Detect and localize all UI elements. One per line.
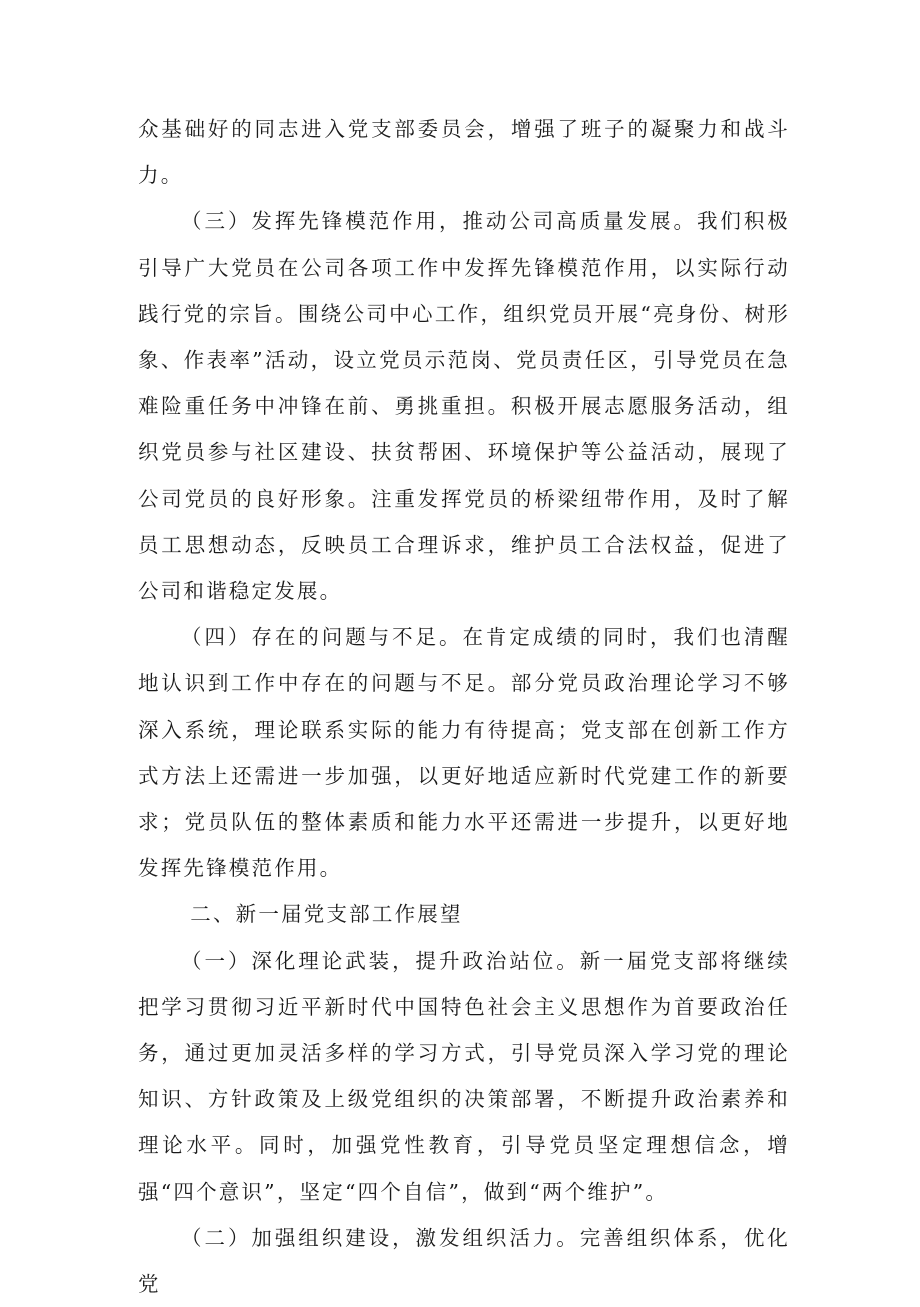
paragraph-outlook-one: （一）深化理论武装，提升政治站位。新一届党支部将继续把学习贯彻习近平新时代中国特色社会主义思想作为首要政治任务，通过更加灵活多样的学习方式，引导党员深入学习党的理论知识、方针政策及上级党组织的决策部署，不断提升政治素养和理论水平。同时，加强党性教育，引导党员坚定理想信念，增强“四个意识”，坚定“四个自信”，做到“两个维护”。 xyxy=(138,948,790,1204)
paragraph-section-three: （三）发挥先锋模范作用，推动公司高质量发展。我们积极引导广大党员在公司各项工作中发挥先锋模范作用，以实际行动践行党的宗旨。围绕公司中心工作，组织党员开展“亮身份、树形象、作表率”活动，设立党员示范岗、党员责任区，引导党员在急难险重任务中冲锋在前、勇挑重担。积极开展志愿服务活动，组织党员参与社区建设、扶贫帮困、环境保护等公益活动，展现了公司党员的良好形象。注重发挥党员的桥梁纽带作用，及时了解员工思想动态，反映员工合理诉求，维护员工合法权益，促进了公司和谐稳定发展。 xyxy=(138,209,790,604)
paragraph-section-four: （四）存在的问题与不足。在肯定成绩的同时，我们也清醒地认识到工作中存在的问题与不足。部分党员政治理论学习不够深入系统，理论联系实际的能力有待提高；党支部在创新工作方式方法上还需进一步加强，以更好地适应新时代党建工作的新要求；党员队伍的整体素质和能力水平还需进一步提升，以更好地发挥先锋模范作用。 xyxy=(138,625,790,881)
section-heading: 二、新一届党支部工作展望 xyxy=(190,902,463,927)
paragraph-continuation: 众基础好的同志进入党支部委员会，增强了班子的凝聚力和战斗力。 xyxy=(138,117,790,188)
paragraph-outlook-two: （二）加强组织建设，激发组织活力。完善组织体系，优化党 xyxy=(138,1225,790,1297)
document-body xyxy=(138,106,790,1307)
